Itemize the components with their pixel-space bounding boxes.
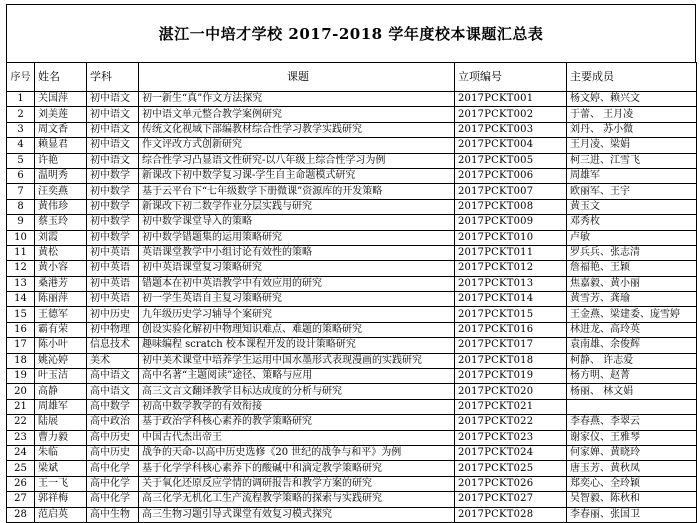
cell-subject: 初中历史 xyxy=(87,307,139,322)
cell-no: 17 xyxy=(7,338,35,353)
cell-code: 2017PCKT005 xyxy=(455,153,567,168)
cell-subject: 高中化学 xyxy=(87,461,139,476)
table-row xyxy=(7,122,697,137)
cell-members: 邓秀枚 xyxy=(567,215,697,230)
cell-name: 温明秀 xyxy=(35,168,87,183)
cell-code: 2017PCKT021 xyxy=(455,399,567,414)
page-title: 湛江一中培才学校 2017-2018 学年度校本课题汇总表 xyxy=(158,25,544,43)
table-row xyxy=(7,476,697,491)
cell-code: 2017PCKT009 xyxy=(455,215,567,230)
cell-members: 杨丽、 林文娟 xyxy=(567,384,697,399)
table-row xyxy=(7,415,697,430)
cell-topic: 基于政治学科核心素养的教学策略研究 xyxy=(139,415,455,430)
cell-code: 2017PCKT017 xyxy=(455,338,567,353)
cell-topic: 传统文化视域下部编教材综合性学习教学实践研究 xyxy=(139,122,455,137)
cell-name: 黄伟珍 xyxy=(35,199,87,214)
cell-members: 黄玉文 xyxy=(567,199,697,214)
cell-code: 2017PCKT019 xyxy=(455,369,567,384)
cell-members: 唐玉芳、黄秋凤 xyxy=(567,461,697,476)
cell-name: 刘霞 xyxy=(35,230,87,245)
cell-name: 黄松 xyxy=(35,245,87,260)
header-subject: 学科 xyxy=(87,63,139,92)
cell-no: 24 xyxy=(7,445,35,460)
cell-topic: 初中美术课堂中培养学生运用中国水墨形式表现漫画的实践研究 xyxy=(139,353,455,368)
cell-no: 16 xyxy=(7,322,35,337)
cell-name: 赖显君 xyxy=(35,138,87,153)
cell-no: 11 xyxy=(7,245,35,260)
cell-members: 王月凌、梁娟 xyxy=(567,138,697,153)
cell-no: 6 xyxy=(7,168,35,183)
cell-members: 谢家仪、王雅琴 xyxy=(567,430,697,445)
cell-subject: 高中数学 xyxy=(87,399,139,414)
cell-name: 蔡玉玲 xyxy=(35,215,87,230)
cell-subject: 初中数学 xyxy=(87,199,139,214)
cell-subject: 初中语文 xyxy=(87,122,139,137)
cell-code: 2017PCKT002 xyxy=(455,107,567,122)
cell-name: 叶玉洁 xyxy=(35,369,87,384)
header-name: 姓名 xyxy=(35,63,87,92)
cell-topic: 初一学生英语自主复习策略研究 xyxy=(139,292,455,307)
header-members: 主要成员 xyxy=(567,63,697,92)
table-row xyxy=(7,138,697,153)
cell-code: 2017PCKT013 xyxy=(455,276,567,291)
cell-subject: 初中英语 xyxy=(87,276,139,291)
cell-members: 袁南雄、余俊辉 xyxy=(567,338,697,353)
cell-name: 黄小容 xyxy=(35,261,87,276)
table-row xyxy=(7,399,697,414)
cell-topic: 趣味编程 scratch 校本课程开发的设计策略研究 xyxy=(139,338,455,353)
cell-subject: 高中化学 xyxy=(87,492,139,507)
cell-name: 王德军 xyxy=(35,307,87,322)
cell-code: 2017PCKT006 xyxy=(455,168,567,183)
cell-code: 2017PCKT018 xyxy=(455,353,567,368)
table-row xyxy=(7,168,697,183)
table-row xyxy=(7,307,697,322)
cell-subject: 初中数学 xyxy=(87,215,139,230)
cell-name: 陈丽萍 xyxy=(35,292,87,307)
cell-no: 2 xyxy=(7,107,35,122)
cell-members: 焦嘉毅、黄小丽 xyxy=(567,276,697,291)
cell-code: 2017PCKT008 xyxy=(455,199,567,214)
cell-code: 2017PCKT027 xyxy=(455,492,567,507)
cell-members: 刘丹、 苏小微 xyxy=(567,122,697,137)
cell-name: 周文香 xyxy=(35,122,87,137)
table-row xyxy=(7,507,697,522)
cell-name: 高静 xyxy=(35,384,87,399)
cell-name: 桑港芳 xyxy=(35,276,87,291)
table-row xyxy=(7,184,697,199)
cell-subject: 高中生物 xyxy=(87,507,139,522)
cell-topic: 高三文言文翻译教学目标达成度的分析与研究 xyxy=(139,384,455,399)
cell-topic: 错题本在初中英语教学中有效应用的研究 xyxy=(139,276,455,291)
cell-code: 2017PCKT025 xyxy=(455,461,567,476)
cell-code: 2017PCKT015 xyxy=(455,307,567,322)
cell-name: 陆展 xyxy=(35,415,87,430)
cell-topic: 九年级历史学习辅导个案研究 xyxy=(139,307,455,322)
cell-code: 2017PCKT016 xyxy=(455,322,567,337)
table-row xyxy=(7,107,697,122)
cell-no: 25 xyxy=(7,461,35,476)
cell-topic: 战争的天命-以高中历史选修《20 世纪的战争与和平》为例 xyxy=(139,445,455,460)
cell-no: 9 xyxy=(7,215,35,230)
table-row xyxy=(7,276,697,291)
cell-code: 2017PCKT026 xyxy=(455,476,567,491)
cell-no: 12 xyxy=(7,261,35,276)
table-row xyxy=(7,369,697,384)
cell-members: 王金燕、梁建委、庞雪婷 xyxy=(567,307,697,322)
cell-no: 3 xyxy=(7,122,35,137)
cell-topic: 基于云平台下“七年级数学下册微课”资源库的开发策略 xyxy=(139,184,455,199)
cell-topic: 新课改下初中数学复习课-学生自主命题模式研究 xyxy=(139,168,455,183)
cell-subject: 初中数学 xyxy=(87,230,139,245)
cell-subject: 初中语文 xyxy=(87,153,139,168)
cell-code: 2017PCKT012 xyxy=(455,261,567,276)
cell-name: 朱临 xyxy=(35,445,87,460)
cell-members: 于蕾、 王月凌 xyxy=(567,107,697,122)
cell-members xyxy=(567,399,697,414)
cell-subject: 初中数学 xyxy=(87,168,139,183)
header-topic: 课题 xyxy=(139,63,455,92)
cell-code: 2017PCKT001 xyxy=(455,92,567,107)
cell-no: 4 xyxy=(7,138,35,153)
table-row xyxy=(7,430,697,445)
cell-topic: 英语课堂教学中小组讨论有效性的策略 xyxy=(139,245,455,260)
cell-no: 8 xyxy=(7,199,35,214)
cell-no: 7 xyxy=(7,184,35,199)
cell-members: 杨文婷、赖兴文 xyxy=(567,92,697,107)
cell-subject: 高中语文 xyxy=(87,369,139,384)
cell-code: 2017PCKT007 xyxy=(455,184,567,199)
cell-name: 姚沁婷 xyxy=(35,353,87,368)
cell-topic: 基于化学学科核心素养下的酸碱中和滴定教学策略研究 xyxy=(139,461,455,476)
cell-code: 2017PCKT011 xyxy=(455,245,567,260)
cell-no: 28 xyxy=(7,507,35,522)
cell-code: 2017PCKT023 xyxy=(455,430,567,445)
cell-topic: 中国古代杰出帝王 xyxy=(139,430,455,445)
cell-members: 欧丽军、王宇 xyxy=(567,184,697,199)
cell-name: 刘美莲 xyxy=(35,107,87,122)
cell-topic: 综合性学习凸显语文性研究-以八年级上综合性学习为例 xyxy=(139,153,455,168)
table-row xyxy=(7,245,697,260)
cell-members: 郑奕心、全玲颖 xyxy=(567,476,697,491)
cell-subject: 高中历史 xyxy=(87,430,139,445)
cell-name: 王一飞 xyxy=(35,476,87,491)
cell-no: 13 xyxy=(7,276,35,291)
cell-subject: 高中历史 xyxy=(87,445,139,460)
cell-subject: 初中物理 xyxy=(87,322,139,337)
cell-name: 郭祥梅 xyxy=(35,492,87,507)
cell-code: 2017PCKT003 xyxy=(455,122,567,137)
cell-members: 柯三进、江雪飞 xyxy=(567,153,697,168)
cell-members: 李春燕、李翠云 xyxy=(567,415,697,430)
cell-topic: 创设实验化解初中物理知识难点、难题的策略研究 xyxy=(139,322,455,337)
cell-subject: 初中语文 xyxy=(87,92,139,107)
table-row xyxy=(7,461,697,476)
cell-code: 2017PCKT024 xyxy=(455,445,567,460)
cell-subject: 初中英语 xyxy=(87,245,139,260)
cell-members: 杨方明、赵菁 xyxy=(567,369,697,384)
cell-code: 2017PCKT028 xyxy=(455,507,567,522)
header-no: 序号 xyxy=(7,63,35,92)
table-row xyxy=(7,215,697,230)
cell-members: 周雄军 xyxy=(567,168,697,183)
cell-name: 关国萍 xyxy=(35,92,87,107)
cell-no: 10 xyxy=(7,230,35,245)
cell-members: 詹福艳、王颖 xyxy=(567,261,697,276)
table-row xyxy=(7,322,697,337)
cell-code: 2017PCKT004 xyxy=(455,138,567,153)
table-row xyxy=(7,353,697,368)
cell-no: 23 xyxy=(7,430,35,445)
cell-members: 罗兵兵、张志清 xyxy=(567,245,697,260)
cell-topic: 新课改下初二数学作业分层实践与研究 xyxy=(139,199,455,214)
cell-name: 汪奕燕 xyxy=(35,184,87,199)
cell-name: 许艳 xyxy=(35,153,87,168)
cell-members: 林进龙、高玲英 xyxy=(567,322,697,337)
cell-topic: 关于氧化还原反应学情的调研报告和教学方案的研究 xyxy=(139,476,455,491)
cell-subject: 美术 xyxy=(87,353,139,368)
table-row xyxy=(7,445,697,460)
cell-members: 柯静、 许志爱 xyxy=(567,353,697,368)
cell-subject: 高中化学 xyxy=(87,476,139,491)
cell-topic: 高中名著“主题阅读”途径、策略与应用 xyxy=(139,369,455,384)
table-row xyxy=(7,261,697,276)
cell-topic: 初中数学错题集的运用策略研究 xyxy=(139,230,455,245)
cell-no: 18 xyxy=(7,353,35,368)
cell-no: 14 xyxy=(7,292,35,307)
cell-topic: 作文评改方式创新研究 xyxy=(139,138,455,153)
table-row xyxy=(7,92,697,107)
header-row xyxy=(7,63,697,92)
cell-subject: 初中英语 xyxy=(87,261,139,276)
cell-code: 2017PCKT022 xyxy=(455,415,567,430)
cell-topic: 高三生物习题引导式课堂有效复习模式探究 xyxy=(139,507,455,522)
cell-members: 李春丽、张国卫 xyxy=(567,507,697,522)
cell-topic: 初中英语课堂复习策略研究 xyxy=(139,261,455,276)
cell-no: 21 xyxy=(7,399,35,414)
project-table xyxy=(6,62,697,523)
cell-code: 2017PCKT014 xyxy=(455,292,567,307)
title-row xyxy=(6,4,696,62)
cell-name: 陈小叶 xyxy=(35,338,87,353)
cell-name: 范启英 xyxy=(35,507,87,522)
cell-subject: 初中语文 xyxy=(87,138,139,153)
cell-name: 梁斌 xyxy=(35,461,87,476)
cell-topic: 高三化学无机化工生产流程教学策略的探索与实践研究 xyxy=(139,492,455,507)
cell-no: 20 xyxy=(7,384,35,399)
table-row xyxy=(7,492,697,507)
cell-members: 黄雪芳、龚瑜 xyxy=(567,292,697,307)
cell-members: 吴智毅、陈秋和 xyxy=(567,492,697,507)
cell-name: 周雄军 xyxy=(35,399,87,414)
cell-members: 何家婵、黄晓玲 xyxy=(567,445,697,460)
cell-subject: 初中语文 xyxy=(87,107,139,122)
table-row xyxy=(7,292,697,307)
table-body xyxy=(7,92,697,523)
cell-name: 霸有荣 xyxy=(35,322,87,337)
cell-no: 1 xyxy=(7,92,35,107)
cell-no: 22 xyxy=(7,415,35,430)
table-row xyxy=(7,153,697,168)
cell-no: 27 xyxy=(7,492,35,507)
cell-no: 26 xyxy=(7,476,35,491)
cell-no: 15 xyxy=(7,307,35,322)
cell-topic: 初高中数学教学的有效衔接 xyxy=(139,399,455,414)
table-row xyxy=(7,384,697,399)
cell-name: 曹力毅 xyxy=(35,430,87,445)
cell-topic: 初一新生“真”作文方法探究 xyxy=(139,92,455,107)
cell-subject: 初中数学 xyxy=(87,184,139,199)
cell-subject: 高中政治 xyxy=(87,415,139,430)
cell-members: 卢敏 xyxy=(567,230,697,245)
cell-topic: 初中语文单元整合教学案例研究 xyxy=(139,107,455,122)
header-code: 立项编号 xyxy=(455,63,567,92)
cell-no: 5 xyxy=(7,153,35,168)
table-row xyxy=(7,199,697,214)
cell-topic: 初中数学课堂导入的策略 xyxy=(139,215,455,230)
cell-code: 2017PCKT020 xyxy=(455,384,567,399)
cell-code: 2017PCKT010 xyxy=(455,230,567,245)
table-row xyxy=(7,338,697,353)
table-row xyxy=(7,230,697,245)
cell-subject: 信息技术 xyxy=(87,338,139,353)
cell-no: 19 xyxy=(7,369,35,384)
cell-subject: 初中英语 xyxy=(87,292,139,307)
cell-subject: 高中语文 xyxy=(87,384,139,399)
